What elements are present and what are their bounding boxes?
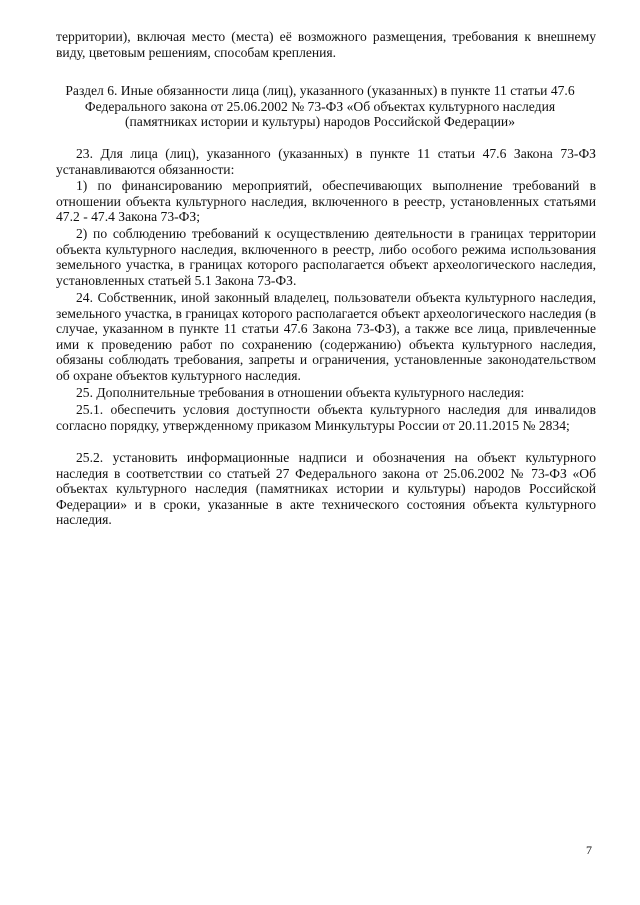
- paragraph-25-1: [56, 402, 596, 433]
- paragraph-text: 1) по финансированию мероприятий, обеспечивающих выполнение требований в отношении объекта культурного наследия, включенного в реестр, установленных статьями 47.2 - 47.4 Закона 73-ФЗ;: [56, 178, 596, 225]
- paragraph-text: 2) по соблюдению требований к осуществлению деятельности в границах территории объекта культурного наследия, включенного в реестр, либо особого режима использования земельного участка, в границах которого располагается объект археологического наследия, установленных статьей 5.1 Закона 73-ФЗ.: [56, 226, 596, 288]
- page-number: 7: [586, 843, 592, 857]
- paragraph-23: [56, 146, 596, 177]
- paragraph-text: 23. Для лица (лиц), указанного (указанных) в пункте 11 статьи 47.6 Закона 73-ФЗ устанавливаются обязанности:: [56, 146, 596, 177]
- paragraph-text: 25.2. установить информационные надписи и обозначения на объект культурного наследия в соответствии со статьей 27 Федерального закона от 25.06.2002 № 73-ФЗ «Об объектах культурного наследия (памятниках истории и культуры) народов Российской Федерации» и в сроки, указанные в акте технического состояния объекта культурного наследия.: [56, 450, 596, 528]
- paragraph-25-2: [56, 450, 596, 528]
- paragraph-25: [56, 385, 596, 401]
- paragraph-text: 24. Собственник, иной законный владелец, пользователи объекта культурного наследия, земельного участка, в границах которого располагается объект археологического наследия (в случае, указанном в пункте 11 статьи 47.6 Закона 73-ФЗ), а также все лица, привлеченные ими к проведению работ по сохранению (содержанию) объекта культурного наследия, обязаны соблюдать требования, запреты и ограничения, установленные законодательством об охране объектов культурного наследия.: [56, 290, 596, 383]
- paragraph-23-item-1: [56, 178, 596, 225]
- section-heading: [40, 83, 600, 130]
- intro-paragraph: территории), включая место (места) её возможного размещения, требования к внешнему виду, цветовым решениям, способам крепления.: [56, 29, 596, 60]
- paragraph-24: [56, 290, 596, 384]
- section-heading-line: Раздел 6. Иные обязанности лица (лиц), указанного (указанных) в пункте 11 статьи 47.6: [65, 83, 575, 98]
- paragraph-text: 25. Дополнительные требования в отношении объекта культурного наследия:: [76, 385, 525, 400]
- paragraph-23-item-2: [56, 226, 596, 288]
- section-heading-line: Федерального закона от 25.06.2002 № 73-ФЗ «Об объектах культурного наследия: [84, 98, 556, 114]
- section-heading-line: (памятниках истории и культуры) народов Российской Федерации»: [124, 114, 515, 130]
- paragraph-text: 25.1. обеспечить условия доступности объекта культурного наследия для инвалидов согласно порядку, утвержденному приказом Минкультуры России от 20.11.2015 № 2834;: [56, 402, 596, 433]
